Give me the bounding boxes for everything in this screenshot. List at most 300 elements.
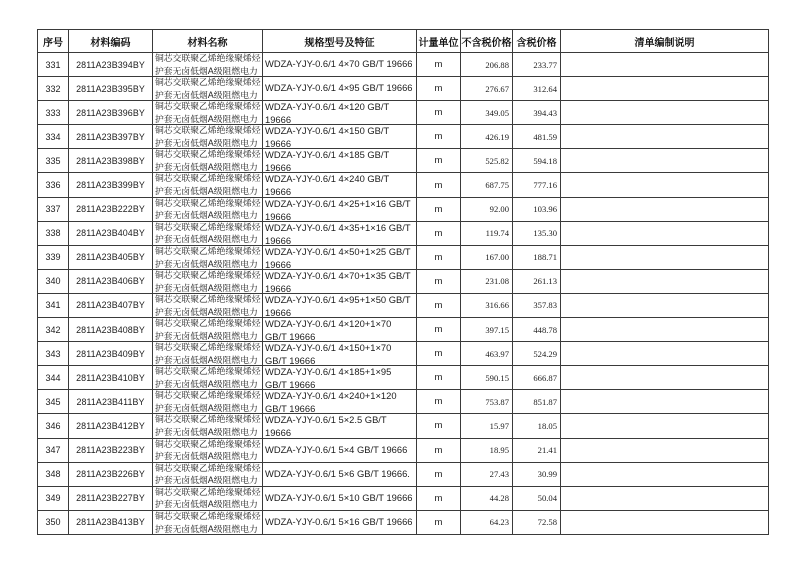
cell-index [38, 390, 69, 414]
cell-unit [417, 366, 461, 390]
table-row [38, 77, 769, 101]
header-index: 序号 [43, 37, 63, 49]
row-index: 342 [45, 324, 61, 335]
cell-index [38, 462, 69, 486]
cell-note [561, 197, 769, 221]
cell-price-inc-tax [513, 101, 561, 125]
price-ex-tax: 463.97 [485, 348, 509, 359]
material-name: 铜芯交联聚乙烯绝缘聚烯烃护套无卤低烟A级阻燃电力 [155, 415, 261, 438]
cell-material-code [69, 173, 153, 197]
cell-price-inc-tax [513, 510, 561, 534]
price-ex-tax: 119.74 [485, 228, 509, 239]
cell-price-ex-tax [461, 221, 513, 245]
row-index: 331 [45, 59, 61, 70]
cell-note [561, 101, 769, 125]
price-ex-tax: 167.00 [485, 252, 509, 263]
unit-value: m [434, 131, 443, 143]
cell-price-ex-tax [461, 149, 513, 173]
price-ex-tax: 525.82 [485, 155, 509, 166]
row-index: 343 [45, 348, 61, 359]
header-material-code: 材料编码 [90, 37, 131, 49]
table-row [38, 486, 769, 510]
row-index: 337 [45, 204, 61, 215]
header-price-inc-tax: 含税价格 [516, 37, 557, 49]
cell-material-code [69, 366, 153, 390]
cell-price-ex-tax [461, 173, 513, 197]
cell-unit [417, 221, 461, 245]
cell-material-name [153, 342, 263, 366]
cell-price-ex-tax [461, 366, 513, 390]
cell-note [561, 486, 769, 510]
material-code: 2811A23B396BY [76, 107, 145, 118]
material-name: 铜芯交联聚乙烯绝缘聚烯烃护套无卤低烟A级阻燃电力 [155, 343, 261, 366]
unit-value: m [434, 516, 443, 528]
row-index: 333 [45, 107, 61, 118]
cell-price-inc-tax [513, 318, 561, 342]
cell-spec [263, 293, 417, 317]
price-inc-tax: 72.58 [537, 517, 557, 528]
material-spec: WDZA-YJY-0.6/1 5×2.5 GB/T 19666 [265, 415, 387, 438]
material-name: 铜芯交联聚乙烯绝缘聚烯烃护套无卤低烟A级阻燃电力 [155, 126, 261, 149]
material-spec: WDZA-YJY-0.6/1 4×185 GB/T 19666 [265, 150, 390, 173]
material-spec: WDZA-YJY-0.6/1 4×50+1×25 GB/T 19666 [265, 246, 411, 269]
row-index: 348 [45, 469, 61, 480]
material-code: 2811A23B405BY [76, 252, 145, 263]
price-inc-tax: 666.87 [533, 372, 557, 383]
material-spec: WDZA-YJY-0.6/1 4×25+1×16 GB/T 19666 [265, 198, 411, 221]
price-ex-tax: 92.00 [489, 204, 509, 215]
row-index: 340 [45, 276, 61, 287]
table-row [38, 318, 769, 342]
header-price-ex-tax: 不含税价格 [461, 37, 512, 49]
cell-material-code [69, 342, 153, 366]
cell-index [38, 77, 69, 101]
header-cell-index [38, 30, 69, 53]
material-code: 2811A23B395BY [76, 83, 145, 94]
cell-index [38, 149, 69, 173]
cell-unit [417, 149, 461, 173]
cell-price-inc-tax [513, 197, 561, 221]
cell-material-name [153, 77, 263, 101]
material-spec: WDZA-YJY-0.6/1 4×35+1×16 GB/T 19666 [265, 222, 411, 245]
cell-spec [263, 101, 417, 125]
table-row [38, 101, 769, 125]
price-ex-tax: 15.97 [489, 420, 509, 431]
cell-spec [263, 221, 417, 245]
price-inc-tax: 103.96 [533, 204, 557, 215]
cell-note [561, 414, 769, 438]
table-row [38, 221, 769, 245]
material-spec: WDZA-YJY-0.6/1 4×120 GB/T 19666 [265, 102, 390, 125]
price-ex-tax: 753.87 [485, 396, 509, 407]
material-code: 2811A23B409BY [76, 348, 145, 359]
cell-spec [263, 318, 417, 342]
material-spec: WDZA-YJY-0.6/1 4×185+1×95 GB/T 19666 [265, 367, 392, 390]
cell-note [561, 318, 769, 342]
table-row [38, 149, 769, 173]
material-name: 铜芯交联聚乙烯绝缘聚烯烃护套无卤低烟A级阻燃电力 [155, 222, 261, 245]
cell-price-inc-tax [513, 77, 561, 101]
price-ex-tax: 590.15 [485, 372, 509, 383]
cell-material-code [69, 414, 153, 438]
unit-value: m [434, 203, 443, 215]
cell-price-ex-tax [461, 293, 513, 317]
cell-spec [263, 486, 417, 510]
cell-price-inc-tax [513, 390, 561, 414]
cell-spec [263, 366, 417, 390]
cell-spec [263, 125, 417, 149]
material-spec: WDZA-YJY-0.6/1 4×150+1×70 GB/T 19666 [265, 343, 392, 366]
material-code: 2811A23B397BY [76, 131, 145, 142]
cell-spec [263, 197, 417, 221]
table-body [38, 53, 769, 535]
cell-price-inc-tax [513, 245, 561, 269]
cell-price-inc-tax [513, 486, 561, 510]
unit-value: m [434, 468, 443, 480]
cell-unit [417, 53, 461, 77]
price-inc-tax: 481.59 [533, 131, 557, 142]
cell-note [561, 366, 769, 390]
cell-price-ex-tax [461, 486, 513, 510]
header-material-name: 材料名称 [187, 37, 228, 49]
cell-price-ex-tax [461, 342, 513, 366]
material-spec: WDZA-YJY-0.6/1 5×16 GB/T 19666 [265, 516, 413, 527]
header-cell-unit [417, 30, 461, 53]
row-index: 332 [45, 83, 61, 94]
cell-note [561, 221, 769, 245]
cell-price-inc-tax [513, 462, 561, 486]
material-spec: WDZA-YJY-0.6/1 5×4 GB/T 19666 [265, 444, 408, 455]
cell-material-name [153, 125, 263, 149]
material-code: 2811A23B227BY [76, 493, 145, 504]
cell-price-ex-tax [461, 269, 513, 293]
material-name: 铜芯交联聚乙烯绝缘聚烯烃护套无卤低烟A级阻燃电力 [155, 198, 261, 221]
price-ex-tax: 397.15 [485, 324, 509, 335]
cell-price-ex-tax [461, 390, 513, 414]
cell-price-ex-tax [461, 125, 513, 149]
cell-price-ex-tax [461, 510, 513, 534]
cell-index [38, 221, 69, 245]
cell-price-inc-tax [513, 342, 561, 366]
material-name: 铜芯交联聚乙烯绝缘聚烯烃护套无卤低烟A级阻燃电力 [155, 102, 261, 125]
cell-index [38, 101, 69, 125]
cell-unit [417, 245, 461, 269]
cell-index [38, 342, 69, 366]
cell-material-code [69, 149, 153, 173]
header-note: 清单编制说明 [634, 37, 695, 49]
unit-value: m [434, 420, 443, 432]
material-code: 2811A23B412BY [76, 420, 145, 431]
header-cell-note [561, 30, 769, 53]
material-code: 2811A23B407BY [76, 300, 145, 311]
cell-price-inc-tax [513, 414, 561, 438]
material-name: 铜芯交联聚乙烯绝缘聚烯烃护套无卤低烟A级阻燃电力 [155, 439, 261, 462]
cell-note [561, 438, 769, 462]
unit-value: m [434, 251, 443, 263]
cell-index [38, 510, 69, 534]
cell-price-inc-tax [513, 293, 561, 317]
cell-note [561, 149, 769, 173]
cell-price-ex-tax [461, 53, 513, 77]
material-name: 铜芯交联聚乙烯绝缘聚烯烃护套无卤低烟A级阻燃电力 [155, 319, 261, 342]
cell-index [38, 318, 69, 342]
price-inc-tax: 18.05 [537, 420, 557, 431]
cell-material-code [69, 101, 153, 125]
material-spec: WDZA-YJY-0.6/1 4×240 GB/T 19666 [265, 174, 390, 197]
material-spec: WDZA-YJY-0.6/1 4×150 GB/T 19666 [265, 126, 390, 149]
material-code: 2811A23B398BY [76, 155, 145, 166]
material-code: 2811A23B410BY [76, 372, 145, 383]
cell-spec [263, 342, 417, 366]
table-row [38, 414, 769, 438]
cell-unit [417, 293, 461, 317]
cell-spec [263, 53, 417, 77]
cell-material-code [69, 318, 153, 342]
cell-unit [417, 510, 461, 534]
cell-note [561, 462, 769, 486]
unit-value: m [434, 396, 443, 408]
unit-value: m [434, 492, 443, 504]
table-row [38, 510, 769, 534]
cell-material-name [153, 486, 263, 510]
row-index: 345 [45, 396, 61, 407]
material-spec: WDZA-YJY-0.6/1 4×95 GB/T 19666 [265, 83, 413, 94]
price-inc-tax: 135.30 [533, 228, 557, 239]
price-inc-tax: 50.04 [537, 493, 557, 504]
cell-material-name [153, 366, 263, 390]
price-inc-tax: 357.83 [533, 300, 557, 311]
cell-price-inc-tax [513, 269, 561, 293]
cell-material-name [153, 197, 263, 221]
material-name: 铜芯交联聚乙烯绝缘聚烯烃护套无卤低烟A级阻燃电力 [155, 78, 261, 101]
header-row [38, 30, 769, 53]
cell-spec [263, 245, 417, 269]
cell-index [38, 245, 69, 269]
cell-price-ex-tax [461, 318, 513, 342]
cell-price-inc-tax [513, 438, 561, 462]
material-spec: WDZA-YJY-0.6/1 5×6 GB/T 19666. [265, 468, 410, 479]
header-cell-code [69, 30, 153, 53]
unit-value: m [434, 275, 443, 287]
table-row [38, 366, 769, 390]
material-code: 2811A23B226BY [76, 469, 145, 480]
price-inc-tax: 777.16 [533, 180, 557, 191]
cell-note [561, 125, 769, 149]
header-spec: 规格型号及特征 [304, 37, 375, 49]
cell-price-ex-tax [461, 77, 513, 101]
unit-value: m [434, 227, 443, 239]
cell-index [38, 486, 69, 510]
cell-spec [263, 77, 417, 101]
material-spec: WDZA-YJY-0.6/1 4×70 GB/T 19666 [265, 59, 413, 70]
cell-note [561, 293, 769, 317]
cell-material-code [69, 53, 153, 77]
material-name: 铜芯交联聚乙烯绝缘聚烯烃护套无卤低烟A级阻燃电力 [155, 246, 261, 269]
cell-material-code [69, 77, 153, 101]
price-inc-tax: 851.87 [533, 396, 557, 407]
cell-material-code [69, 125, 153, 149]
material-name: 铜芯交联聚乙烯绝缘聚烯烃护套无卤低烟A级阻燃电力 [155, 487, 261, 510]
cell-spec [263, 510, 417, 534]
cell-material-name [153, 149, 263, 173]
row-index: 350 [45, 517, 61, 528]
table-row [38, 293, 769, 317]
cell-unit [417, 173, 461, 197]
header-cell-price-ex-tax [461, 30, 513, 53]
cell-unit [417, 269, 461, 293]
cell-material-code [69, 438, 153, 462]
cell-material-name [153, 390, 263, 414]
cell-material-name [153, 173, 263, 197]
cell-unit [417, 342, 461, 366]
material-spec: WDZA-YJY-0.6/1 4×70+1×35 GB/T 19666 [265, 270, 411, 293]
price-inc-tax: 594.18 [533, 155, 557, 166]
material-name: 铜芯交联聚乙烯绝缘聚烯烃护套无卤低烟A级阻燃电力 [155, 511, 261, 534]
material-code: 2811A23B394BY [76, 59, 145, 70]
material-spec: WDZA-YJY-0.6/1 4×95+1×50 GB/T 19666 [265, 294, 411, 318]
cell-index [38, 366, 69, 390]
price-ex-tax: 231.08 [485, 276, 509, 287]
price-ex-tax: 349.05 [485, 107, 509, 118]
cell-note [561, 53, 769, 77]
material-code: 2811A23B404BY [76, 228, 145, 239]
cell-index [38, 197, 69, 221]
material-code: 2811A23B408BY [76, 324, 145, 335]
unit-value: m [434, 155, 443, 167]
cell-note [561, 77, 769, 101]
unit-value: m [434, 348, 443, 360]
material-name: 铜芯交联聚乙烯绝缘聚烯烃护套无卤低烟A级阻燃电力 [155, 294, 261, 318]
cell-price-inc-tax [513, 173, 561, 197]
material-code: 2811A23B223BY [76, 445, 145, 456]
cell-unit [417, 318, 461, 342]
cell-spec [263, 414, 417, 438]
unit-value: m [434, 299, 443, 311]
cell-unit [417, 77, 461, 101]
unit-value: m [434, 324, 443, 336]
cell-note [561, 510, 769, 534]
material-name: 铜芯交联聚乙烯绝缘聚烯烃护套无卤低烟A级阻燃电力 [155, 367, 261, 390]
cell-material-name [153, 318, 263, 342]
cell-material-code [69, 221, 153, 245]
unit-value: m [434, 372, 443, 384]
cell-note [561, 342, 769, 366]
table-row [38, 53, 769, 77]
cell-unit [417, 486, 461, 510]
cell-spec [263, 149, 417, 173]
cell-price-ex-tax [461, 245, 513, 269]
header-cell-name [153, 30, 263, 53]
cell-material-name [153, 269, 263, 293]
row-index: 336 [45, 180, 61, 191]
material-name: 铜芯交联聚乙烯绝缘聚烯烃护套无卤低烟A级阻燃电力 [155, 54, 261, 77]
table-row [38, 197, 769, 221]
cell-price-inc-tax [513, 366, 561, 390]
cell-note [561, 245, 769, 269]
header-unit: 计量单位 [418, 37, 459, 49]
table-row [38, 245, 769, 269]
price-inc-tax: 261.13 [533, 276, 557, 287]
table-row [38, 342, 769, 366]
material-code: 2811A23B413BY [76, 517, 145, 528]
cell-note [561, 173, 769, 197]
cell-index [38, 53, 69, 77]
table-row [38, 125, 769, 149]
material-code: 2811A23B406BY [76, 276, 145, 287]
material-spec: WDZA-YJY-0.6/1 4×240+1×120 GB/T 19666 [265, 391, 397, 414]
cell-material-name [153, 101, 263, 125]
row-index: 341 [45, 300, 61, 311]
material-name: 铜芯交联聚乙烯绝缘聚烯烃护套无卤低烟A级阻燃电力 [155, 463, 261, 486]
cell-index [38, 293, 69, 317]
price-inc-tax: 233.77 [533, 59, 557, 70]
cell-material-code [69, 197, 153, 221]
cell-spec [263, 462, 417, 486]
row-index: 335 [45, 155, 61, 166]
header-cell-price-inc-tax [513, 30, 561, 53]
material-name: 铜芯交联聚乙烯绝缘聚烯烃护套无卤低烟A级阻燃电力 [155, 150, 261, 173]
material-code: 2811A23B222BY [76, 204, 145, 215]
cell-unit [417, 390, 461, 414]
cell-material-code [69, 293, 153, 317]
cell-material-code [69, 510, 153, 534]
price-ex-tax: 27.43 [489, 469, 509, 480]
cell-index [38, 438, 69, 462]
cell-material-name [153, 462, 263, 486]
cell-material-code [69, 462, 153, 486]
unit-value: m [434, 179, 443, 191]
row-index: 344 [45, 372, 61, 383]
unit-value: m [434, 59, 443, 71]
cell-material-name [153, 221, 263, 245]
cell-material-name [153, 414, 263, 438]
cell-price-inc-tax [513, 53, 561, 77]
material-code: 2811A23B399BY [76, 180, 145, 191]
cell-material-name [153, 293, 263, 317]
cell-price-ex-tax [461, 414, 513, 438]
cell-index [38, 414, 69, 438]
unit-value: m [434, 83, 443, 95]
price-ex-tax: 64.23 [489, 517, 509, 528]
cell-price-inc-tax [513, 125, 561, 149]
unit-value: m [434, 107, 443, 119]
cell-price-ex-tax [461, 197, 513, 221]
material-code: 2811A23B411BY [76, 396, 145, 407]
price-ex-tax: 18.95 [489, 445, 509, 456]
price-ex-tax: 206.88 [485, 59, 509, 70]
table-row [38, 462, 769, 486]
price-ex-tax: 276.67 [485, 83, 509, 94]
cell-price-inc-tax [513, 149, 561, 173]
unit-value: m [434, 444, 443, 456]
table-row [38, 438, 769, 462]
price-ex-tax: 426.19 [485, 131, 509, 142]
material-spec: WDZA-YJY-0.6/1 5×10 GB/T 19666 [265, 492, 413, 503]
price-inc-tax: 188.71 [533, 252, 557, 263]
cell-price-ex-tax [461, 462, 513, 486]
cell-index [38, 173, 69, 197]
row-index: 334 [45, 131, 61, 142]
cell-unit [417, 414, 461, 438]
cell-material-name [153, 53, 263, 77]
row-index: 349 [45, 493, 61, 504]
price-ex-tax: 44.28 [489, 493, 509, 504]
price-inc-tax: 394.43 [533, 107, 557, 118]
cell-unit [417, 438, 461, 462]
row-index: 347 [45, 445, 61, 456]
price-ex-tax: 316.66 [485, 300, 509, 311]
cell-note [561, 390, 769, 414]
